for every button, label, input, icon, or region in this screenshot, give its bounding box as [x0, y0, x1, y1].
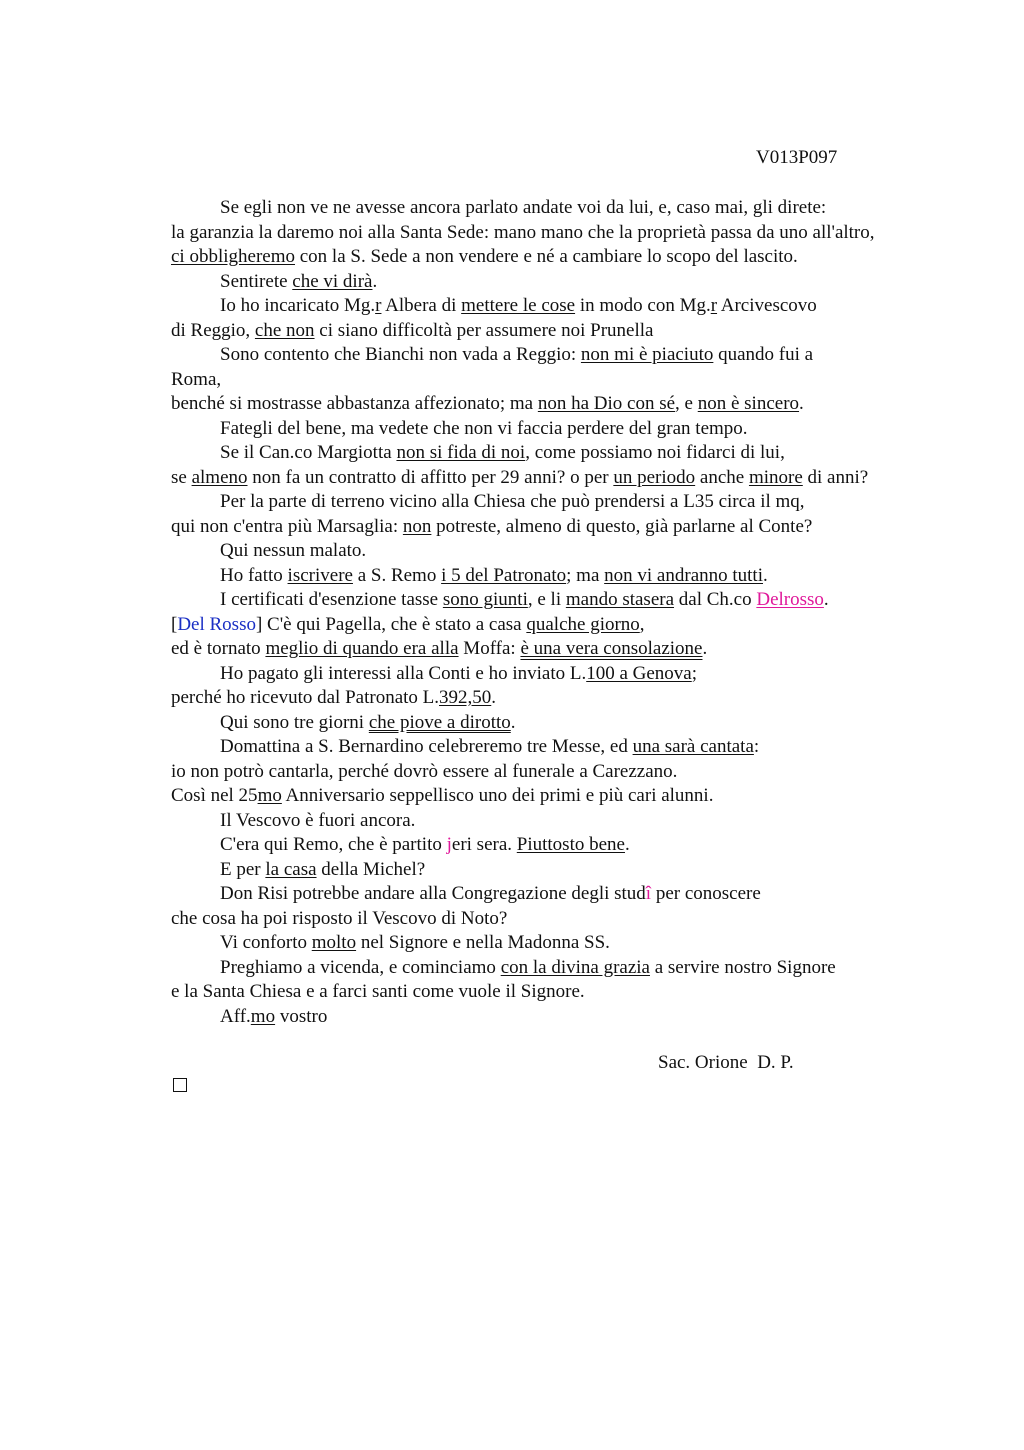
text-run: ed è tornato	[171, 638, 266, 659]
text-run: I certificati d'esenzione tasse	[220, 589, 443, 610]
text-run: di anni?	[802, 466, 869, 488]
text-line	[171, 931, 971, 956]
text-line	[171, 245, 971, 270]
text-run: Per la parte di terreno vicino alla Chiesa che può prendersi a L35 circa il mq,	[220, 491, 805, 512]
text-line	[171, 613, 971, 638]
text-run: Ho fatto	[220, 564, 288, 586]
edited-text-magenta: j	[446, 834, 452, 855]
underlined-text: qualche giorno	[526, 613, 640, 635]
underlined-text: una sarà cantata	[632, 736, 754, 757]
underlined-text: un periodo	[613, 466, 696, 488]
text-run: vostro	[275, 1005, 328, 1027]
text-line	[171, 833, 971, 858]
text-run: Il Vescovo è fuori ancora.	[220, 809, 416, 831]
underlined-text: r	[710, 295, 718, 316]
text-run: Moffa:	[458, 638, 521, 659]
edited-text-blue: Del Rosso	[177, 613, 256, 635]
letter-body	[171, 196, 971, 1029]
underlined-text: minore	[748, 466, 803, 488]
text-run: quando fui a	[713, 344, 814, 365]
underlined-text: Piuttosto bene	[516, 834, 625, 855]
text-line	[171, 368, 971, 393]
text-run: Roma,	[171, 368, 222, 390]
underlined-text: che vi dirà	[292, 270, 373, 292]
text-line	[171, 539, 971, 564]
text-run: C'era qui Remo, che è partito	[220, 834, 447, 855]
text-line	[171, 882, 971, 907]
text-run: Se il Can.co Margiotta	[220, 442, 397, 463]
text-run: Qui sono tre giorni	[220, 711, 369, 733]
text-run: a servire nostro Signore	[649, 956, 836, 978]
text-line	[171, 588, 971, 613]
text-line	[171, 956, 971, 981]
text-line	[171, 417, 971, 442]
text-line	[171, 858, 971, 883]
underlined-text: i 5 del Patronato	[441, 564, 567, 586]
underlined-text: r	[375, 295, 382, 316]
edited-text-magenta: Delrosso	[756, 589, 824, 610]
edited-text-magenta: î	[645, 883, 652, 904]
text-run: Sono contento che Bianchi non vada a Reggio:	[220, 344, 581, 365]
text-run: Aff.	[220, 1005, 251, 1027]
text-line	[171, 1005, 971, 1030]
underlined-text: mo	[257, 785, 282, 806]
text-run: E per	[220, 858, 266, 880]
empty-checkbox-icon	[173, 1078, 187, 1092]
text-line	[171, 196, 971, 221]
text-run: qui non c'entra più Marsaglia:	[171, 515, 403, 537]
underlined-text: iscrivere	[287, 564, 353, 586]
text-run: Preghiamo a vicenda, e cominciamo	[220, 956, 501, 978]
text-run: .	[702, 638, 708, 659]
text-run: .	[799, 393, 804, 414]
underlined-text: almeno	[191, 466, 248, 488]
text-line	[171, 980, 971, 1005]
text-run: [	[171, 613, 178, 635]
underlined-text: mando stasera	[565, 589, 675, 610]
text-run: .	[372, 270, 378, 292]
text-run: per conoscere	[651, 883, 761, 904]
text-run: della Michel?	[316, 858, 426, 880]
page-id: V013P097	[756, 147, 838, 168]
text-run: .	[624, 834, 630, 855]
text-run: Così nel 25	[171, 785, 258, 806]
text-run: , come possiamo noi fidarci di lui,	[525, 442, 785, 463]
text-line	[171, 319, 971, 344]
text-run: .	[491, 687, 497, 708]
text-run: .	[823, 589, 829, 610]
text-run: Don Risi potrebbe andare alla Congregazione degli stud	[220, 883, 646, 904]
underlined-text: che non	[254, 319, 315, 341]
text-line	[171, 343, 971, 368]
text-run: perché ho ricevuto dal Patronato L.	[171, 687, 440, 708]
text-line	[171, 466, 971, 491]
underlined-text: non mi è piaciuto	[580, 344, 714, 365]
text-line	[171, 564, 971, 589]
text-run: .	[763, 564, 768, 586]
text-run: Arcivescovo	[717, 295, 817, 316]
text-run: nel Signore e nella Madonna SS.	[356, 932, 610, 953]
text-run: , e	[675, 393, 698, 414]
underlined-text: ci obbligheremo	[171, 246, 295, 267]
text-line	[171, 686, 971, 711]
text-run: ci siano difficoltà per assumere noi Prunella	[314, 319, 654, 341]
text-run: Qui nessun malato.	[220, 540, 367, 561]
text-run: che cosa ha poi risposto il Vescovo di Noto?	[171, 907, 508, 929]
text-line	[171, 760, 971, 785]
text-run: dal Ch.co	[674, 589, 757, 610]
text-line	[171, 392, 971, 417]
text-run: eri sera.	[451, 834, 517, 855]
underlined-text: mo	[250, 1005, 276, 1027]
text-run: se	[171, 466, 192, 488]
text-line	[171, 294, 971, 319]
text-line	[171, 784, 971, 809]
text-run: io non potrò cantarla, perché dovrò essere al funerale a Carezzano.	[171, 760, 678, 782]
text-line	[171, 711, 971, 736]
text-line	[171, 270, 971, 295]
text-run: .	[510, 711, 516, 733]
text-run: anche	[695, 466, 749, 488]
text-line	[171, 221, 971, 246]
text-run: , e li	[527, 589, 566, 610]
underlined-text: sono giunti	[442, 589, 528, 610]
text-run: ;	[691, 662, 698, 684]
text-run: non fa un contratto di affitto per 29 anni? o per	[247, 466, 614, 488]
text-run: ,	[639, 613, 645, 635]
double-underlined-text: è una vera consolazione	[520, 638, 703, 659]
underlined-text: non ha Dio con sé	[537, 393, 676, 414]
text-line	[171, 441, 971, 466]
underlined-text: 392,50	[439, 687, 492, 708]
text-run: di Reggio,	[171, 319, 255, 341]
text-run: la garanzia la daremo noi alla Santa Sede: mano mano che la proprietà passa da uno all'altro,	[171, 221, 875, 243]
text-run: Ho pagato gli interessi alla Conti e ho inviato L.	[220, 662, 587, 684]
underlined-text: non si fida di noi	[396, 442, 526, 463]
text-line	[171, 809, 971, 834]
text-run: Anniversario seppellisco uno dei primi e più cari alunni.	[281, 785, 714, 806]
underlined-text: non vi andranno tutti	[604, 564, 763, 586]
text-run: Vi conforto	[220, 932, 312, 953]
text-run: Se egli non ve ne avesse ancora parlato andate voi da lui, e, caso mai, gli direte:	[220, 197, 827, 218]
text-line	[171, 662, 971, 687]
text-run: a S. Remo	[352, 564, 442, 586]
text-line	[171, 490, 971, 515]
text-run: Sentirete	[220, 270, 293, 292]
text-run: Albera di	[381, 295, 462, 316]
text-run: potreste, almeno di questo, già parlarne al Conte?	[431, 515, 813, 537]
text-run: e la Santa Chiesa e a farci santi come vuole il Signore.	[171, 981, 585, 1002]
text-line	[171, 735, 971, 760]
underlined-text: 100 a Genova	[586, 662, 692, 684]
text-run: Fategli del bene, ma vedete che non vi faccia perdere del gran tempo.	[220, 417, 748, 439]
underlined-text: molto	[311, 932, 357, 953]
text-line	[171, 515, 971, 540]
text-run: in modo con Mg.	[575, 295, 711, 316]
signature: Sac. Orione D. P.	[658, 1052, 794, 1073]
underlined-text: la casa	[265, 858, 317, 880]
text-run: Domattina a S. Bernardino celebreremo tre Messe, ed	[220, 736, 633, 757]
underlined-text: con la divina grazia	[500, 956, 650, 978]
text-line	[171, 637, 971, 662]
underlined-text: mettere le cose	[461, 295, 576, 316]
text-run: benché si mostrasse abbastanza affezionato; ma	[171, 393, 538, 414]
text-run: ] C'è qui Pagella, che è stato a casa	[255, 613, 527, 635]
text-run: :	[753, 736, 760, 757]
text-run: ; ma	[566, 564, 605, 586]
text-run: Io ho incaricato Mg.	[220, 295, 376, 316]
underlined-text: non	[402, 515, 432, 537]
underlined-text: meglio di quando era alla	[265, 638, 459, 659]
text-run: con la S. Sede a non vendere e né a cambiare lo scopo del lascito.	[295, 246, 798, 267]
text-line	[171, 907, 971, 932]
underlined-text: non è sincero	[697, 393, 800, 414]
double-underlined-text: che piove a dirotto	[368, 711, 511, 733]
